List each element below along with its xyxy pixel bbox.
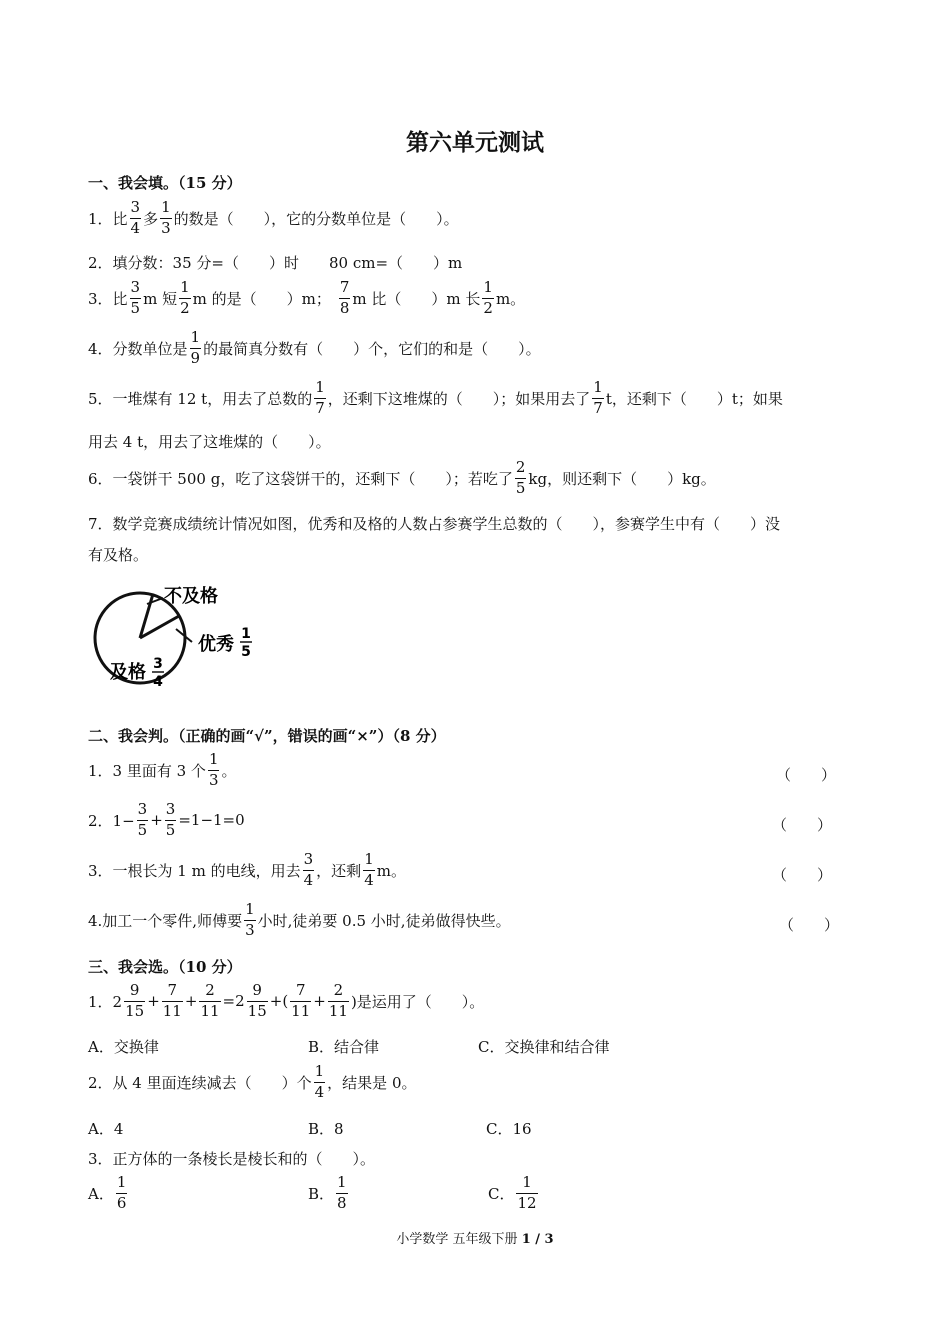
- excellent-den: 5: [241, 644, 251, 660]
- text: )是运用了（ ）。: [350, 992, 485, 1011]
- fraction: $\frac{7}{11}$: [162, 981, 182, 1020]
- fraction: $\frac{2}{11}$: [328, 981, 348, 1020]
- fraction: $\frac{3}{4}$: [130, 198, 141, 237]
- answer-paren[interactable]: （ ）: [772, 866, 833, 884]
- fraction: $\frac{1}{9}$: [190, 328, 201, 367]
- text: ，还剩下这堆煤的（ ）；如果用去了: [327, 389, 591, 408]
- option-a[interactable]: A．交换律: [88, 1038, 159, 1056]
- text: 的数是（ ），它的分数单位是（ ）。: [173, 209, 459, 228]
- s1-question-7-cont: 有及格。: [88, 546, 149, 564]
- fraction: $\frac{1}{12}$: [517, 1173, 537, 1212]
- text: m 短: [143, 289, 178, 308]
- fraction: $\frac{1}{2}$: [483, 278, 493, 317]
- section-3-heading: 三、我会选。（10 分）: [88, 958, 242, 976]
- option-letter: A．: [88, 1184, 114, 1203]
- text: +: [184, 992, 198, 1010]
- text: +: [147, 992, 160, 1010]
- s2-question-1: [88, 752, 237, 788]
- answer-paren[interactable]: （ ）: [772, 816, 833, 834]
- section-1-heading: 一、我会填。（15 分）: [88, 174, 242, 192]
- option-a[interactable]: [88, 1175, 129, 1211]
- fraction: $\frac{3}{5}$: [130, 278, 141, 317]
- option-letter: C．: [488, 1184, 515, 1203]
- text: m 的是（ ）m；: [192, 289, 331, 308]
- text: 5．一堆煤有 12 t，用去了总数的: [88, 389, 313, 408]
- fail-label: 不及格: [164, 586, 218, 607]
- s1-question-4: [88, 330, 541, 366]
- text: 的最简真分数有（ ）个，它们的和是（ ）。: [203, 339, 541, 358]
- text: 4.加工一个零件,师傅要: [88, 911, 243, 930]
- s2-question-2: [88, 802, 245, 838]
- text: m 比（ ）m 长: [352, 289, 481, 308]
- fraction: $\frac{1}{4}$: [314, 1062, 325, 1101]
- fraction: $\frac{1}{3}$: [245, 900, 255, 939]
- text: 3．一根长为 1 m 的电线，用去: [88, 861, 301, 880]
- text: 1．2: [88, 992, 123, 1011]
- s1-question-5-cont: 用去 4 t，用去了这堆煤的（ ）。: [88, 433, 331, 451]
- fraction: $\frac{2}{5}$: [515, 458, 526, 497]
- text: 多: [143, 209, 159, 228]
- option-b[interactable]: B．8: [308, 1120, 344, 1138]
- text: +: [313, 992, 326, 1010]
- text: t，还剩下（ ）t；如果: [605, 389, 783, 408]
- option-c[interactable]: C．交换律和结合律: [478, 1038, 610, 1056]
- fraction: $\frac{7}{11}$: [291, 981, 311, 1020]
- pass-num: 3: [153, 656, 163, 672]
- pie-figure: [86, 580, 266, 700]
- footer-text: 小学数学 五年级下册: [396, 1232, 522, 1247]
- excellent-num: 1: [241, 626, 251, 642]
- text: 1．比: [88, 209, 128, 228]
- s2-question-3: [88, 852, 406, 888]
- text: 1．3 里面有 3 个: [88, 761, 206, 780]
- s1-question-6: [88, 460, 716, 496]
- s1-question-5: [88, 380, 783, 416]
- fraction: $\frac{1}{7}$: [593, 378, 603, 417]
- option-c[interactable]: C．16: [486, 1120, 532, 1138]
- fraction: $\frac{2}{11}$: [200, 981, 220, 1020]
- s3-question-2: [88, 1064, 416, 1100]
- fraction: $\frac{1}{2}$: [180, 278, 190, 317]
- fraction: $\frac{1}{3}$: [161, 198, 171, 237]
- answer-paren[interactable]: （ ）: [779, 916, 840, 934]
- s1-question-2: 2．填分数：35 分=（ ）时 80 cm=（ ）m: [88, 254, 463, 272]
- s1-question-1: [88, 200, 459, 236]
- text: =1−1=0: [178, 811, 245, 829]
- text: m。: [376, 861, 406, 880]
- answer-paren[interactable]: （ ）: [776, 766, 837, 784]
- fraction: $\frac{1}{3}$: [208, 750, 219, 789]
- fraction: $\frac{1}{8}$: [337, 1173, 347, 1212]
- text: 小时,徒弟要 0.5 小时,徒弟做得快些。: [257, 911, 511, 930]
- text: +(: [269, 992, 289, 1010]
- text: 6．一袋饼干 500 g，吃了这袋饼干的，还剩下（ ）；若吃了: [88, 469, 513, 488]
- option-letter: B．: [308, 1184, 335, 1203]
- fraction: $\frac{1}{6}$: [116, 1173, 127, 1212]
- section-2-heading: 二、我会判。（正确的画“√”，错误的画“×”）（8 分）: [88, 727, 446, 745]
- excellent-label: 优秀: [198, 634, 234, 655]
- text: +: [150, 811, 163, 829]
- text: 3．比: [88, 289, 128, 308]
- fraction: $\frac{7}{8}$: [339, 278, 350, 317]
- option-a[interactable]: A．4: [88, 1120, 124, 1138]
- text: 2．1−: [88, 811, 135, 830]
- pass-den: 4: [153, 674, 163, 690]
- pass-label: 及格: [110, 662, 146, 683]
- text: 4．分数单位是: [88, 339, 188, 358]
- fraction: $\frac{3}{5}$: [165, 800, 176, 839]
- option-b[interactable]: [308, 1175, 350, 1211]
- fraction: $\frac{9}{15}$: [247, 981, 267, 1020]
- s3-question-3: 3．正方体的一条棱长是棱长和的（ ）。: [88, 1150, 376, 1168]
- option-c[interactable]: [488, 1175, 540, 1211]
- text: ，结果是 0。: [327, 1073, 417, 1092]
- text: m。: [495, 289, 526, 308]
- fraction: $\frac{1}{7}$: [315, 378, 325, 417]
- text: 。: [221, 761, 237, 780]
- option-b[interactable]: B．结合律: [308, 1038, 380, 1056]
- s1-question-3: [88, 280, 525, 316]
- fraction: $\frac{3}{4}$: [303, 850, 314, 889]
- page-title: 第六单元测试: [406, 129, 544, 156]
- fraction: $\frac{1}{4}$: [364, 850, 374, 889]
- page-number: 1 / 3: [521, 1232, 554, 1247]
- s1-question-7: 7．数学竞赛成绩统计情况如图，优秀和及格的人数占参赛学生总数的（ ），参赛学生中有（ ）没: [88, 515, 781, 533]
- s3-question-1: [88, 983, 484, 1019]
- text: ，还剩: [316, 861, 362, 880]
- text: =2: [222, 992, 245, 1010]
- page-footer: [0, 1228, 950, 1247]
- s2-question-4: [88, 902, 511, 938]
- fraction: $\frac{9}{15}$: [125, 981, 145, 1020]
- fraction: $\frac{3}{5}$: [137, 800, 148, 839]
- text: kg，则还剩下（ ）kg。: [528, 469, 716, 488]
- text: 2．从 4 里面连续减去（ ）个: [88, 1073, 312, 1092]
